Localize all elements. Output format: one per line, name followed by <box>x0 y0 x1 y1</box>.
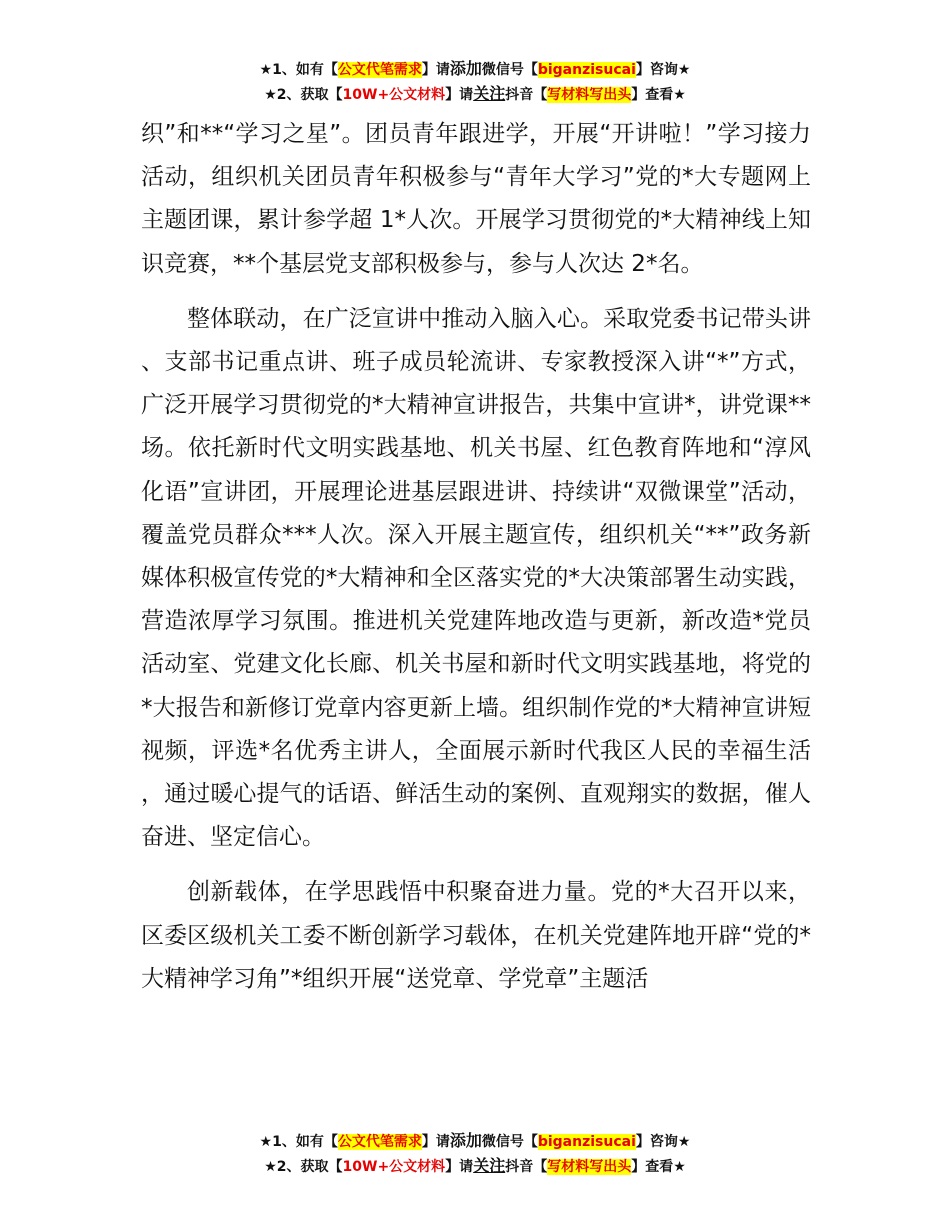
paragraph: 织”和**“学习之星”。团员青年跟进学，开展“开讲啦！”学习接力活动，组织机关团员青年积极参与“青年大学习”党的*大专题网上主题团课，累计参学超 1*人次。开展学习贯彻党的*大精神线上知识竞赛，**个基层党支部积极参与，参与人次达 2*名。 <box>141 121 811 277</box>
highlight-text: 写材料写出头 <box>547 1159 632 1175</box>
paragraph: 创新载体，在学思践悟中积聚奋进力量。党的*大召开以来，区委区级机关工委不断创新学习载体，在机关党建阵地开辟“党的*大精神学习角”*组织开展“送党章、学党章”主题活 <box>141 879 811 992</box>
header-banner <box>0 57 950 107</box>
highlight-text: 写材料写出头 <box>547 87 632 103</box>
banner-line-2: ★2、获取【10W+公文材料】请关注抖音【写材料写出头】查看★ <box>264 84 686 103</box>
highlight-text: 公文代笔需求 <box>337 62 422 78</box>
banner-line-1: ★1、如有【公文代笔需求】请添加微信号【biganzisucai】咨询★ <box>259 1131 691 1150</box>
footer-banner <box>0 1129 950 1179</box>
banner-line-1: ★1、如有【公文代笔需求】请添加微信号【biganzisucai】咨询★ <box>259 59 691 78</box>
highlight-text: biganzisucai <box>537 62 636 78</box>
red-text: 10W+公文材料 <box>342 1159 446 1175</box>
paragraph: 整体联动，在广泛宣讲中推动入脑入心。采取党委书记带头讲、支部书记重点讲、班子成员轮流讲、专家教授深入讲“*”方式，广泛开展学习贯彻党的*大精神宣讲报告，共集中宣讲*，讲党课**场。依托新时代文明实践基地、机关书屋、红色教育阵地和“淳风化语”宣讲团，开展理论进基层跟进讲、持续讲“双微课堂”活动，覆盖党员群众***人次。深入开展主题宣传，组织机关“**”政务新媒体积极宣传党的*大精神和全区落实党的*大决策部署生动实践，营造浓厚学习氛围。推进机关党建阵地改造与更新，新改造*党员活动室、党建文化长廊、机关书屋和新时代文明实践基地，将党的*大报告和新修订党章内容更新上墙。组织制作党的*大精神宣讲短视频，评选*名优秀主讲人，全面展示新时代我区人民的幸福生活，通过暖心提气的话语、鲜活生动的案例、直观翔实的数据，催人奋进、坚定信心。 <box>141 305 811 851</box>
document-body <box>141 113 811 1013</box>
highlight-text: biganzisucai <box>537 1134 636 1150</box>
banner-line-2: ★2、获取【10W+公文材料】请关注抖音【写材料写出头】查看★ <box>264 1156 686 1175</box>
highlight-text: 公文代笔需求 <box>337 1134 422 1150</box>
red-text: 10W+公文材料 <box>342 87 446 103</box>
